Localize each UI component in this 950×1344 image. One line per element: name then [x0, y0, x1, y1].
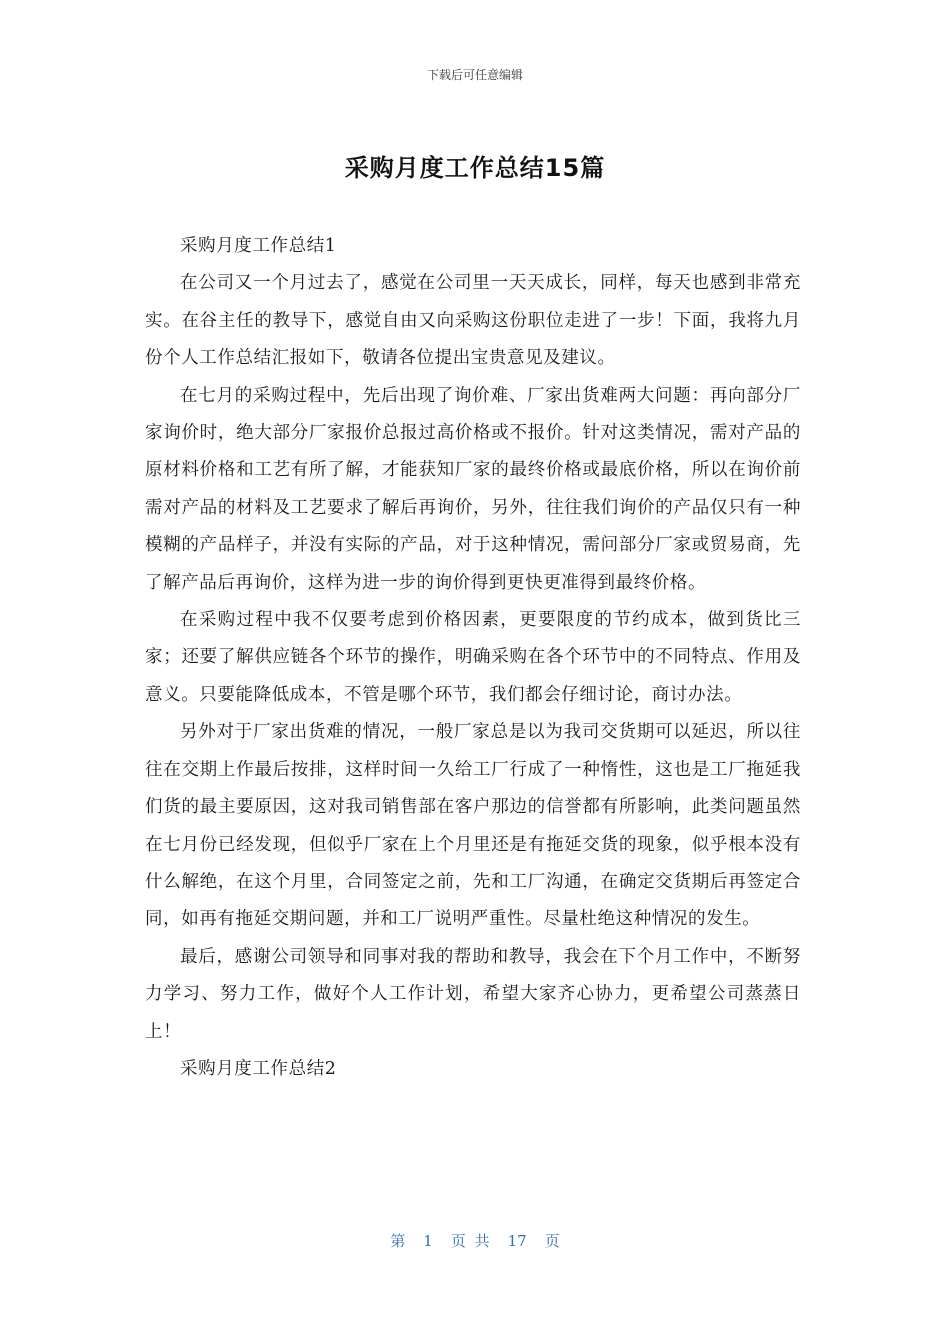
current-page-number: 1	[423, 1232, 433, 1250]
footer-prefix: 第	[390, 1232, 406, 1250]
paragraph: 另外对于厂家出货难的情况，一般厂家总是以为我司交货期可以延迟，所以往往在交期上作最后按排，这样时间一久给工厂行成了一种惰性，这也是工厂拖延我们货的最主要原因，这对我司销售部在客户那边的信誉都有所影响，此类问题虽然在七月份已经发现，但似乎厂家在上个月里还是有拖延交货的现象，似乎根本没有什么解绝，在这个月里，合同签定之前，先和工厂沟通，在确定交货期后再签定合同，如再有拖延交期问题，并和工厂说明严重性。尽量杜绝这种情况的发生。	[145, 722, 801, 930]
document-body	[145, 228, 801, 1088]
paragraph: 最后，感谢公司领导和同事对我的帮助和教导，我会在下个月工作中，不断努力学习、努力工作，做好个人工作计划，希望大家齐心协力，更希望公司蒸蒸日上！	[145, 946, 801, 1042]
document-title: 采购月度工作总结15篇	[344, 154, 606, 182]
paragraph: 在公司又一个月过去了，感觉在公司里一天天成长，同样，每天也感到非常充实。在谷主任的教导下，感觉自由又向采购这份职位走进了一步！下面，我将九月份个人工作总结汇报如下，敬请各位提出宝贵意见及建议。	[145, 273, 801, 369]
section-heading-2: 采购月度工作总结2	[180, 1058, 337, 1079]
footer-suffix: 页	[544, 1232, 560, 1250]
total-page-count: 17	[507, 1232, 527, 1250]
page-number-footer	[0, 1230, 950, 1251]
footer-middle: 页 共	[450, 1232, 490, 1250]
section-heading-1: 采购月度工作总结1	[180, 236, 337, 256]
page-header-note: 下载后可任意编辑	[426, 68, 523, 82]
paragraph: 在采购过程中我不仅要考虑到价格因素，更要限度的节约成本，做到货比三家；还要了解供应链各个环节的操作，明确采购在各个环节中的不同特点、作用及意义。只要能降低成本，不管是哪个环节，我们都会仔细讨论，商讨办法。	[145, 610, 801, 705]
paragraph: 在七月的采购过程中，先后出现了询价难、厂家出货难两大问题：再向部分厂家询价时，绝大部分厂家报价总报过高价格或不报价。针对这类情况，需对产品的原材料价格和工艺有所了解，才能获知厂家的最终价格或最底价格，所以在询价前需对产品的材料及工艺要求了解后再询价，另外，往往我们询价的产品仅只有一种模糊的产品样子，并没有实际的产品，对于这种情况，需问部分厂家或贸易商，先了解产品后再询价，这样为进一步的询价得到更快更准得到最终价格。	[145, 385, 801, 593]
